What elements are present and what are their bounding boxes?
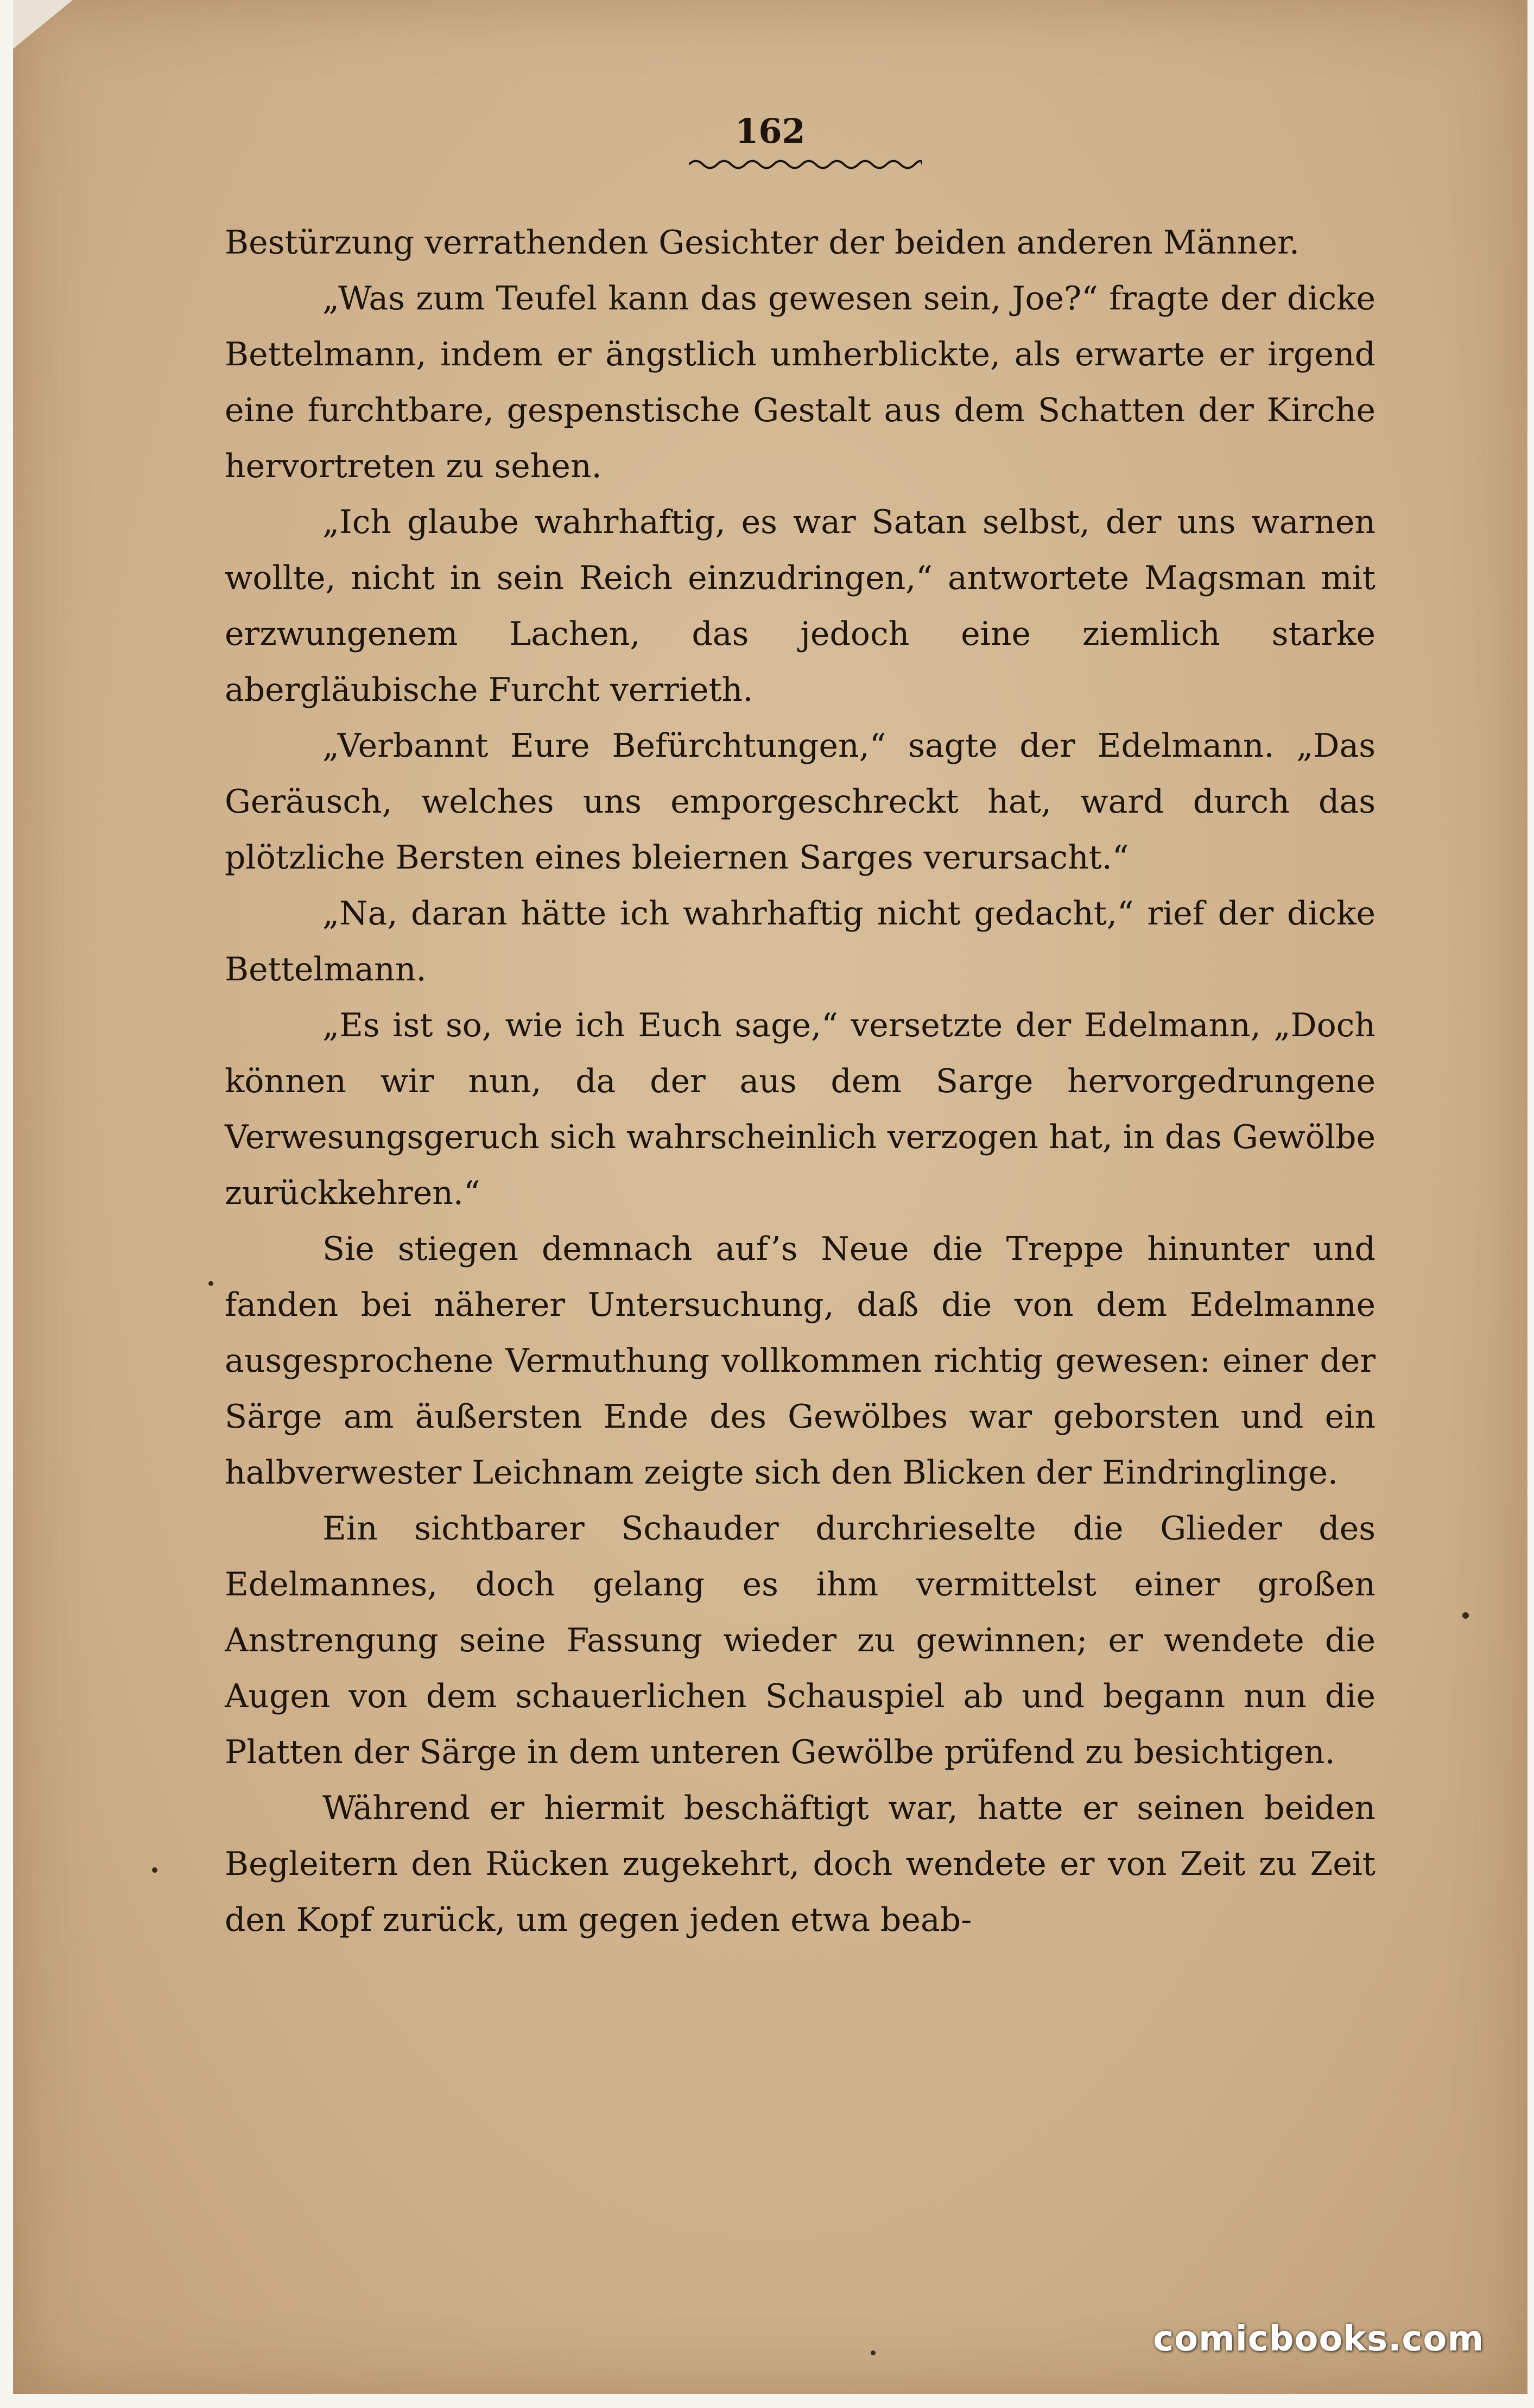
- paragraph-9: Während er hiermit beschäftigt war, hatte er seinen beiden Begleitern den Rücken zugekehrt, doch wendete er von Zeit zu Zeit den Kopf zurück, um gegen jeden etwa beab-: [225, 1789, 1375, 1939]
- wavy-rule-ornament: [689, 156, 922, 173]
- paragraph-3: „Ich glaube wahrhaftig, es war Satan selbst, der uns warnen wollte, nicht in sein Reich einzudringen,“ antwortete Magsman mit erzwungenem Lachen, das jedoch eine ziemlich starke abergläubische Furcht verrieth.: [225, 503, 1375, 709]
- paragraph-5: „Na, daran hätte ich wahrhaftig nicht gedacht,“ rief der dicke Bettelmann.: [225, 895, 1375, 988]
- ink-speck: [1462, 1612, 1469, 1619]
- watermark: comicbooks.com: [1153, 2319, 1484, 2359]
- paragraph-4: „Verbannt Eure Befürchtungen,“ sagte der Edelmann. „Das Geräusch, welches uns emporgeschreckt hat, ward durch das plötzliche Bersten eines bleiernen Sarges verursacht.“: [225, 727, 1375, 877]
- paragraph-6: „Es ist so, wie ich Euch sage,“ versetzte der Edelmann, „Doch können wir nun, da der aus dem Sarge hervorgedrungene Verwesungsgeruch sich wahrscheinlich verzogen hat, in das Gewölbe zurückkehren.“: [225, 1006, 1375, 1212]
- paragraph-1: Bestürzung verrathenden Gesichter der beiden anderen Männer.: [225, 224, 1300, 262]
- body-text: [225, 215, 1375, 1948]
- paragraph-8: Ein sichtbarer Schauder durchrieselte die Glieder des Edelmannes, doch gelang es ihm vermittelst einer großen Anstrengung seine Fassung wieder zu gewinnen; er wendete die Augen von dem schauerlichen Schauspiel ab und begann nun die Platten der Särge in dem unteren Gewölbe prüfend zu besichtigen.: [225, 1510, 1375, 1771]
- paragraph-7: Sie stiegen demnach auf’s Neue die Treppe hinunter und fanden bei näherer Untersuchung, daß die von dem Edelmanne ausgesprochene Vermuthung vollkommen richtig gewesen: einer der Särge am äußersten Ende des Gewölbes war geborsten und ein halbverwester Leichnam zeigte sich den Blicken der Eindringlinge.: [225, 1230, 1375, 1492]
- ink-speck: [871, 2350, 876, 2355]
- ink-speck: [152, 1867, 157, 1873]
- ink-speck: [208, 1281, 213, 1286]
- page-corner-fold: [13, 0, 73, 49]
- paragraph-2: „Was zum Teufel kann das gewesen sein, Joe?“ fragte der dicke Bettelmann, indem er ängstlich umherblickte, als erwarte er irgend eine furchtbare, gespenstische Gestalt aus dem Schatten der Kirche hervortreten zu sehen.: [225, 280, 1375, 485]
- page-number: 162: [735, 111, 806, 151]
- book-page: [13, 0, 1527, 2394]
